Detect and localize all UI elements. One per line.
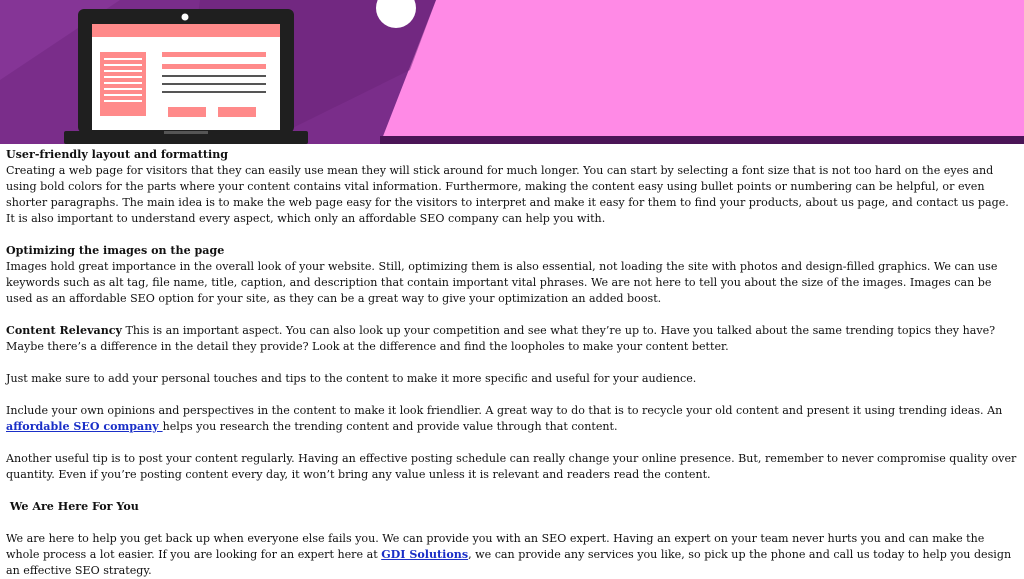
posting-paragraph: Another useful tip is to post your content regularly. Having an effective posting schedule can really change your online presence. But, remember to never compromise quality over quantity. Even if you’re posting content every day, it won’t bring any value unless it is relevant and readers read the content.: [6, 452, 1017, 481]
article-body: [0, 144, 1024, 579]
laptop-illustration: [0, 0, 1024, 144]
tips-paragraph: Just make sure to add your personal touches and tips to the content to make it more specific and useful for your audience.: [6, 372, 697, 385]
section-body-layout: Creating a web page for visitors that they can easily use mean they will stick around for much longer. You can start by selecting a font size that is not too hard on the eyes and using bold colors for the parts where your content contains vital information. Furthermore, making the content easy using bullet points or numbering can be helpful, or even shorter paragraphs. The main idea is to make the web page easy for the visitors to interpret and make it easy for them to find your products, about us page, and contact us page. It is also important to understand every aspect, which only an affordable SEO company can help you with.: [6, 164, 1009, 225]
affordable-seo-company-link[interactable]: affordable SEO company: [6, 420, 163, 433]
we-are-here-paragraph: [6, 531, 1018, 579]
we-are-here-heading: We Are Here For You: [6, 500, 139, 513]
section-heading-images: Optimizing the images on the page: [6, 244, 225, 257]
section-body-relevancy: This is an important aspect. You can also look up your competition and see what they’re up to. Have you talked about the same trending topics they have? Maybe there’s a difference in the detail they provide? Look at the difference and find the loopholes to make your content better.: [6, 324, 996, 353]
we-are-here-text-before: We are here to help you get back up when everyone else fails you. We can provide you with an SEO expert. Having an expert on your team never hurts you and can make the whole process a lot easier. If you are looking for an expert here at: [6, 532, 985, 561]
opinions-text-before: Include your own opinions and perspectives in the content to make it look friendlier. A great way to do that is to recycle your old content and present it using trending ideas. An: [6, 404, 1003, 417]
opinions-paragraph: [6, 403, 1018, 435]
we-are-here-text-after: , we can provide any services you like, so pick up the phone and call us today to help you design an effective SEO strategy.: [6, 548, 1012, 577]
section-heading-relevancy: Content Relevancy: [6, 324, 122, 337]
opinions-text-after: helps you research the trending content and provide value through that content.: [162, 420, 618, 433]
gdi-solutions-link[interactable]: GDI Solutions: [381, 548, 469, 561]
hero-banner: [0, 0, 1024, 144]
section-content-relevancy: [6, 323, 1018, 355]
section-body-images: Images hold great importance in the overall look of your website. Still, optimizing them is also essential, not loading the site with photos and design-filled graphics. We can use keywords such as alt tag, file name, title, caption, and description that contain important vital phrases. We are not here to tell you about the size of the images. Images can be used as an affordable SEO option for your site, as they can be a great way to give your optimization an added boost.: [6, 260, 998, 305]
section-heading-layout: User-friendly layout and formatting: [6, 148, 229, 161]
